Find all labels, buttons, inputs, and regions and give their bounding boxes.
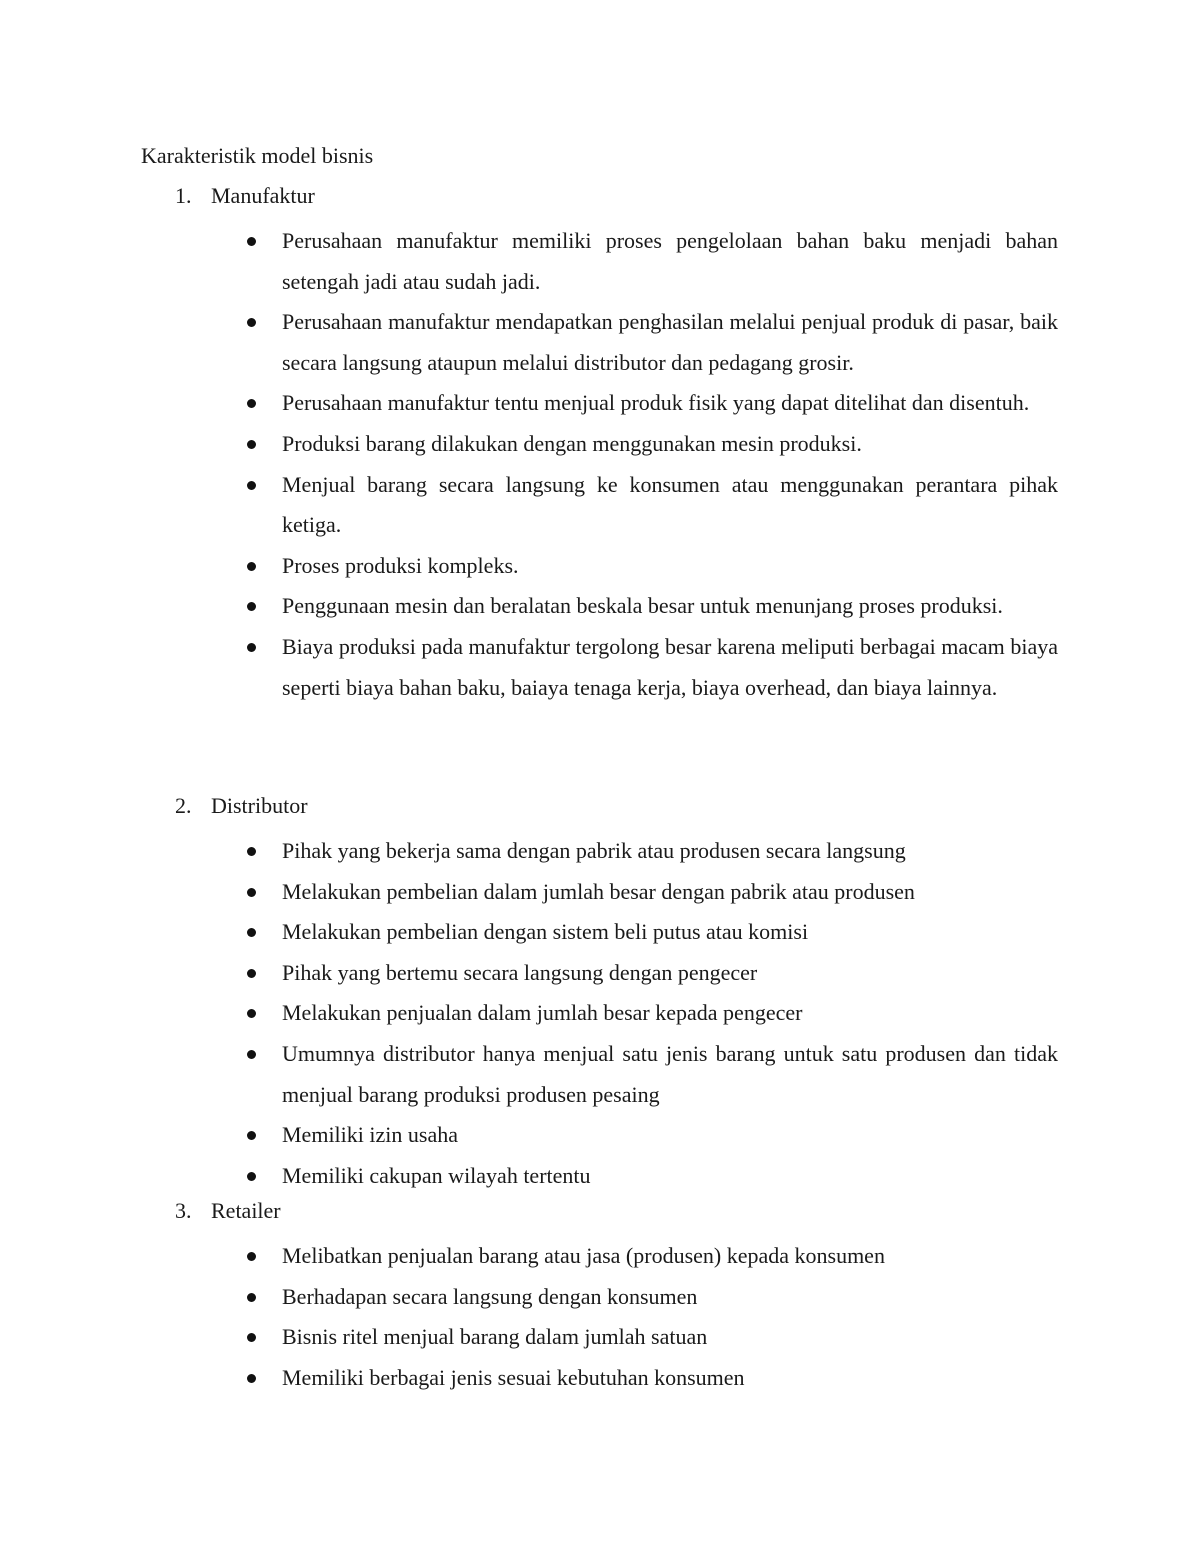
list-item: Pihak yang bekerja sama dengan pabrik atau produsen secara langsung — [141, 831, 1058, 872]
list-item: Melakukan pembelian dengan sistem beli putus atau komisi — [141, 912, 1058, 953]
bullet-icon — [247, 1374, 256, 1383]
list-item: Menjual barang secara langsung ke konsumen atau menggunakan perantara pihak ketiga. — [141, 465, 1058, 546]
list-item: Produksi barang dilakukan dengan menggunakan mesin produksi. — [141, 424, 1058, 465]
bullet-icon — [247, 928, 256, 937]
section-retailer — [141, 1196, 1061, 1398]
list-item: Pihak yang bertemu secara langsung dengan pengecer — [141, 953, 1058, 994]
section-name: Retailer — [211, 1198, 281, 1223]
section-number: 2. — [175, 793, 192, 818]
bullet-icon — [247, 643, 256, 652]
list-item: Melibatkan penjualan barang atau jasa (produsen) kepada konsumen — [141, 1236, 1058, 1277]
bullet-icon — [247, 847, 256, 856]
list-item: Memiliki berbagai jenis sesuai kebutuhan konsumen — [141, 1358, 1058, 1399]
list-item: Proses produksi kompleks. — [141, 546, 1058, 587]
document-title: Karakteristik model bisnis — [141, 143, 374, 168]
list-item: Bisnis ritel menjual barang dalam jumlah satuan — [141, 1317, 1058, 1358]
list-item: Memiliki izin usaha — [141, 1115, 1058, 1156]
section-name: Manufaktur — [211, 183, 315, 208]
list-item: Biaya produksi pada manufaktur tergolong besar karena meliputi berbagai macam biaya seperti biaya bahan baku, baiaya tenaga kerja, biaya overhead, dan biaya lainnya. — [141, 627, 1058, 708]
list-item: Memiliki cakupan wilayah tertentu — [141, 1156, 1058, 1197]
bullet-list — [141, 1236, 1061, 1398]
list-item: Perusahaan manufaktur mendapatkan penghasilan melalui penjual produk di pasar, baik secara langsung ataupun melalui distributor dan pedagang grosir. — [141, 302, 1058, 383]
bullet-list — [141, 221, 1061, 708]
bullet-icon — [247, 237, 256, 246]
section-distributor — [141, 791, 1061, 1196]
bullet-icon — [247, 318, 256, 327]
section-heading — [141, 1196, 1061, 1226]
bullet-list — [141, 831, 1061, 1196]
section-heading — [141, 181, 1061, 211]
bullet-icon — [247, 1333, 256, 1342]
bullet-icon — [247, 969, 256, 978]
section-manufaktur — [141, 181, 1061, 708]
bullet-icon — [247, 1172, 256, 1181]
bullet-icon — [247, 1131, 256, 1140]
list-item: Berhadapan secara langsung dengan konsumen — [141, 1277, 1058, 1318]
bullet-icon — [247, 602, 256, 611]
bullet-icon — [247, 440, 256, 449]
bullet-icon — [247, 1009, 256, 1018]
bullet-icon — [247, 562, 256, 571]
section-number: 1. — [175, 183, 192, 208]
list-item: Melakukan penjualan dalam jumlah besar kepada pengecer — [141, 993, 1058, 1034]
bullet-icon — [247, 481, 256, 490]
bullet-icon — [247, 399, 256, 408]
bullet-icon — [247, 888, 256, 897]
section-heading — [141, 791, 1061, 821]
section-name: Distributor — [211, 793, 308, 818]
bullet-icon — [247, 1293, 256, 1302]
bullet-icon — [247, 1252, 256, 1261]
list-item: Melakukan pembelian dalam jumlah besar dengan pabrik atau produsen — [141, 872, 1058, 913]
list-item: Perusahaan manufaktur memiliki proses pengelolaan bahan baku menjadi bahan setengah jadi atau sudah jadi. — [141, 221, 1058, 302]
section-number: 3. — [175, 1198, 192, 1223]
list-item: Perusahaan manufaktur tentu menjual produk fisik yang dapat ditelihat dan disentuh. — [141, 383, 1058, 424]
list-item: Umumnya distributor hanya menjual satu jenis barang untuk satu produsen dan tidak menjual barang produksi produsen pesaing — [141, 1034, 1058, 1115]
bullet-icon — [247, 1050, 256, 1059]
list-item: Penggunaan mesin dan beralatan beskala besar untuk menunjang proses produksi. — [141, 586, 1058, 627]
